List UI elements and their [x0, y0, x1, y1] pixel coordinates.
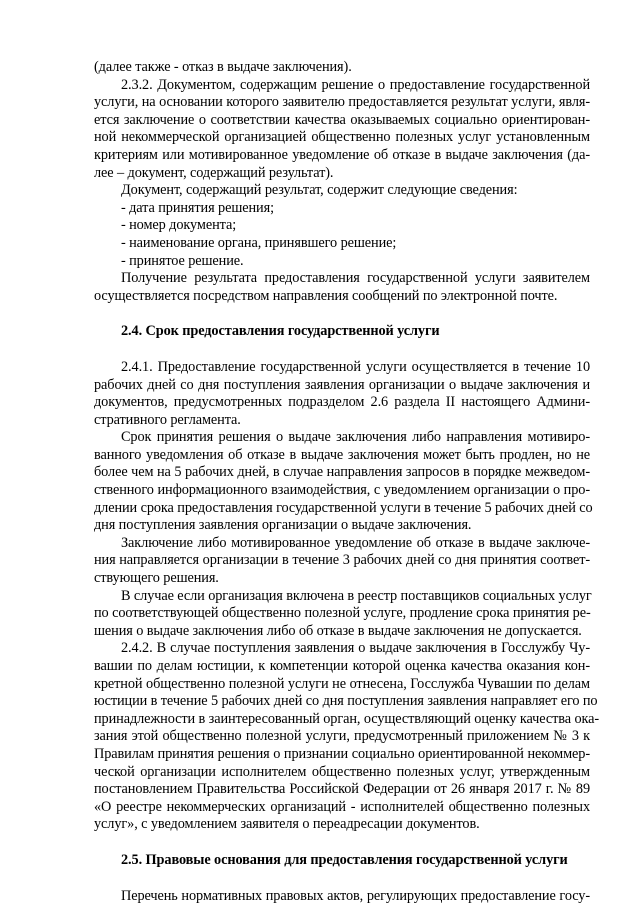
section-spacer [94, 341, 590, 359]
paragraph [94, 640, 600, 834]
list-item: - номер документа; [121, 217, 237, 234]
paragraph [94, 888, 590, 905]
text-line: постановлением Правительства Российской Федерации от 26 января 2017 г. № 89 [94, 781, 590, 798]
paragraph [94, 535, 590, 588]
text-line: лее – документ, содержащий результат). [94, 164, 334, 181]
text-line: ется заключение о соответствии качества оказываемых социально ориентирован- [94, 111, 590, 128]
paragraph [94, 182, 590, 200]
text-line: рабочих дней со дня поступления заявления организации о выдаче заключения и [94, 376, 590, 393]
text-line: «О реестре некоммерческих организаций - исполнителей общественно полезных [94, 798, 590, 815]
text-line: критериям или мотивированное уведомление об отказе в выдаче заключения (да- [94, 146, 590, 163]
text-line: ванного уведомления об отказе в выдаче заключения может быть продлен, но не [94, 446, 590, 463]
text-line: шения о выдаче заключения либо об отказе в выдаче заключения не допускается. [94, 622, 582, 639]
paragraph [94, 77, 590, 183]
paragraph [94, 359, 590, 429]
text-line: ческой организации исполнителем общественно полезных услуг, утвержденным [94, 763, 590, 780]
text-line: принадлежности в заинтересованный орган, осуществляющий оценку качества ока- [94, 710, 600, 727]
text-line: ственного информационного взаимодействия, с уведомлением организации о про- [94, 482, 590, 499]
paragraph [94, 588, 590, 641]
text-line: дня поступления заявления организации о выдаче заключения. [94, 517, 472, 534]
text-line: зания этой общественно полезной услуги, предусмотренный приложением № 3 к [94, 728, 590, 745]
text-line: (далее также - отказ в выдаче заключения). [94, 59, 352, 75]
text-line: Заключение либо мотивированное уведомление об отказе в выдаче заключе- [121, 534, 590, 551]
text-line: Документ, содержащий результат, содержит следующие сведения: [121, 182, 518, 199]
paragraph [94, 429, 593, 535]
text-line: 2.4.2. В случае поступления заявления о выдаче заключения в Госслужбу Чу- [121, 640, 590, 657]
text-line: ствующего решения. [94, 570, 219, 587]
list-item: - наименование органа, принявшего решение; [121, 234, 397, 251]
text-line: кретной общественно полезной услуги не отнесена, Госслужба Чувашии по делам [94, 675, 590, 692]
text-line: Перечень нормативных правовых актов, регулирующих предоставление госу- [121, 887, 590, 904]
text-line: Правилам принятия решения о признании социально ориентированной некоммер- [94, 745, 590, 762]
text-line: 2.4.1. Предоставление государственной услуги осуществляется в течение 10 [121, 358, 590, 375]
text-line: услуги, на основании которого заявителю предоставляется результат услуги, явля- [94, 94, 590, 111]
text-line: В случае если организация включена в реестр поставщиков социальных услуг [121, 587, 592, 604]
text-line: юстиции в течение 5 рабочих дней со дня поступления заявления направляет его по [94, 693, 598, 710]
section-heading: 2.4. Срок предоставления государственной услуги [121, 323, 440, 340]
text-line: ной некоммерческой организацией общественно полезных услуг установленным [94, 129, 590, 146]
text-line: услуг», с уведомлением заявителя о переадресации документов. [94, 816, 480, 833]
section-spacer [94, 834, 590, 852]
text-line: осуществляется посредством направления сообщений по электронной почте. [94, 287, 558, 304]
text-line: 2.3.2. Документом, содержащим решение о предоставление государственной [121, 76, 590, 93]
text-line: стративного регламента. [94, 411, 241, 428]
text-line: более чем на 5 рабочих дней, в случае направления запросов в порядке межведом- [94, 464, 590, 481]
section-spacer [94, 870, 590, 888]
list-item: - дата принятия решения; [121, 199, 274, 216]
text-line: Срок принятия решения о выдаче заключения либо направления мотивиро- [121, 429, 590, 446]
list-item: - принятое решение. [121, 252, 244, 269]
text-line: по соответствующей общественно полезной услуге, продление срока принятия ре- [94, 605, 591, 622]
text-line: длении срока предоставления государственной услуги в течение 5 рабочих дней со [94, 499, 593, 516]
paragraph [94, 59, 590, 77]
section-spacer [94, 305, 590, 323]
section-heading: 2.5. Правовые основания для предоставления государственной услуги [121, 851, 568, 868]
text-line: вашии по делам юстиции, к компетенции которой оценка качества оказания кон- [94, 658, 590, 674]
text-line: ния направляется организации в течение 3 рабочих дней со дня принятия соответ- [94, 552, 590, 569]
paragraph [94, 270, 590, 305]
text-line: Получение результата предоставления государственной услуги заявителем [121, 270, 590, 287]
text-line: документов, предусмотренных подразделом 2.6 раздела II настоящего Админи- [94, 394, 590, 411]
